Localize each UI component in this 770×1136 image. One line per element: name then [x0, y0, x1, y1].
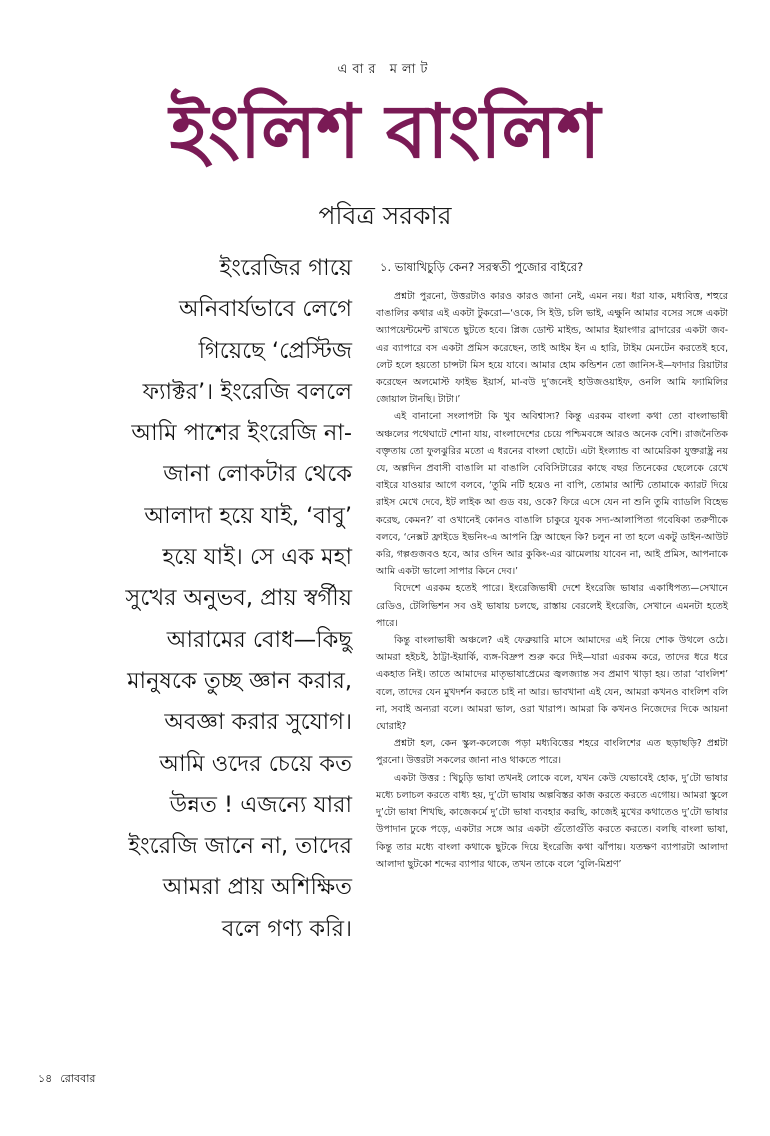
page-footer: [38, 1070, 95, 1089]
pull-quote-line: ইংরেজির গায়ে: [219, 255, 352, 281]
pull-quote: [32, 248, 352, 950]
pull-quote-line: জানা লোকটার থেকে: [163, 461, 352, 488]
body-paragraph: একটা উত্তর : খিচুড়ি ভাষা তখনই লোকে বলে, যখন কেউ যেভাবেই হোক, দু’টো ভাষার মধ্যে চলাচল করতে বাধ্য হয়, দু’টো ভাষায় অল্পবিস্তর কাজ করতে করতে এগোয়। আমরা স্কুলে দু’টো ভাষা শিখছি, কাজেকর্মে দু’টো ভাষা ব্যবহার করছি, কাজেই মুখের কথাতেও দু’টো ভাষার উপাদান ঢুকে পড়ে, একটার সঙ্গে আর একটা গুঁতোগুঁতি করতে করতে। বলছি বাংলা ভাষা, কিন্তু তার মধ্যে বাংলা কথাকে ছুটকে দিয়ে ইংরেজি কথা ঝাঁপায়। যতক্ষণ ব্যাপারটা আলাদা আলাদা ছুটকো শব্দের ব্যাপার থাকে, তখন তাকে বলে ‘বুলি-মিশ্রণ’: [376, 772, 728, 870]
pull-quote-line: বলে গণ্য করি।: [221, 915, 352, 942]
pull-quote-line: মানুষকে তুচ্ছ জ্ঞান করার,: [127, 667, 352, 694]
pull-quote-line: ইংরেজি জানে না, তাদের: [128, 833, 352, 860]
pull-quote-line: অবজ্ঞা করার সুযোগ।: [164, 709, 352, 736]
section-heading: ১. ভাষাখিচুড়ি কেন? সরস্বতী পুজোর বাইরে?: [380, 260, 584, 274]
article-column: [376, 258, 728, 873]
pull-quote-line: উন্নত ! এজন্যে যারা: [169, 791, 352, 818]
pull-quote-line: গিয়েছে ‘প্রেস্টিজ: [198, 337, 352, 364]
pull-quote-line: আমি পাশের ইংরেজি না-: [131, 420, 352, 447]
article-body: [376, 288, 728, 873]
pull-quote-line: আমরা প্রায় অশিক্ষিত: [162, 874, 352, 901]
body-paragraph: প্রশ্নটা হল, কেন স্কুল-কলেজে পড়া মধ্যবিত্তের শহরে বাংলিশের এত ছড়াছড়ি? প্রশ্নটা পুরনো। উত্তরটা সকলের জানা নাও থাকতে পারে।: [376, 738, 728, 767]
article-headline: ইংলিশ বাংলিশ: [169, 89, 601, 175]
page-number: ১৪: [38, 1072, 53, 1085]
body-paragraph: কিন্তু বাংলাভাষী অঞ্চলে? এই ফেব্রুয়ারি মাসে আমাদের এই নিয়ে শোক উথলে ওঠে। আমরা হইচই, ঠাট্টা-ইয়ার্কি, ব্যঙ্গ-বিদ্রুপ শুরু করে দিই—যারা এরকম করে, তাদের ধরে ধরে একহাত নিই। তাতে আমাদের মাতৃভাষাপ্রেমের জ্বলজ্যান্ত সব প্রমাণ খাড়া হয়। তারা ‘বাংলিশ’ বলে, তাদের যেন মুখদর্শন করতে চাই না আর। ভাবখানা এই যেন, আমরা কখনও বাংলিশ বলি না, সবাই অন্যরা বলে। আমরা ভাল, ওরা খারাপ। আমরা কি কখনও নিজেদের দিকে আয়না ঘোরাই?: [376, 635, 728, 733]
section-kicker: এবার মলাট: [337, 62, 433, 77]
pull-quote-line: ফ্যাক্টর’। ইংরেজি বললে: [142, 378, 352, 405]
magazine-name: রোববার: [60, 1072, 96, 1085]
pull-quote-line: আমি ওদের চেয়ে কত: [159, 750, 352, 777]
body-paragraph: প্রশ্নটা পুরনো, উত্তরটাও কারও কারও জানা নেই, এমন নয়। ধরা যাক, মধ্যবিত্ত, শহুরে বাঙালির কথার এই একটা টুকরো—‘ওকে, সি ইউ, চলি ভাই, এক্ষুনি আমার বসের সঙ্গে একটা অ্যাপয়েন্টমেন্ট রাখতে ছুটতে হবে। প্লিজ ডোন্ট মাইন্ড, আমার ইয়াংগার ব্রাদারের একটা জব-এর ব্যাপারে বস একটা প্রমিস করেছেন, তাই আইম ইন এ হারি, টাইম মেনটেন করতেই হবে, লেট হলে হয়তো চান্সটা মিস হয়ে যাবে। আমার হোম কন্ডিশন তো জানিস-ই—ফাদার রিয়াটার করেছেন অলমোস্ট ফাইভ ইয়ার্স, মা-বউ দু’জনেই হাউজওয়াইফ, ওনলি আমি ফ্যামিলির জোয়াল টানছি। টাটা।’: [376, 291, 728, 406]
body-paragraph: এই বানানো সংলাপটা কি খুব অবিশ্বাস্য? কিন্তু এরকম বাংলা কথা তো বাংলাভাষী অঞ্চলের পথেঘাটে শোনা যায়, বাংলাদেশের চেয়ে পশ্চিমবঙ্গে আরও অনেক বেশি। রাজনৈতিক বক্তৃতায় তো ফুলঝুরির মতো এ ধরনের বাংলা ছোটে। এটা ইংল্যান্ড বা আমেরিকা যুক্তরাষ্ট্র নয় যে, অল্পদিন প্রবাসী বাঙালি মা বাঙালি বেবিসিটারের কাছে বছর তিনেকের ছেলেকে রেখে বাইরে যাওয়ার আগে বলবে, ‘তুমি নটি হয়েও না বাপি, তোমার আন্টি তোমাকে ক্যারট দিয়ে রাইস মেখে দেবে, ইট লাইক আ গুড বয়, ওকে? ফিরে এসে যেন না শুনি তুমি ব্যাডলি বিহেভ করেছ, কেমন?’ বা ওখানেই কোনও বাঙালি চাকুরে যুবক সদ্য-আলাপিতা গবেষিকা তরুণীকে বলবে, ‘নেক্সট ফ্রাইডে ইভনিং-এ আপনি ফ্রি আছেন কি? চলুন না তা হলে একটু ডাইন-আউট করি, গল্পগুজবও হবে, আর ওদিন আর কুকিং-এর ঝামেলায় যাবেন না, আই প্রমিস, আপনাকে আমি একটা ভালো সাপার কিনে দেব।’: [376, 411, 729, 578]
author-byline: পবিত্র সরকার: [318, 201, 452, 230]
pull-quote-line: আলাদা হয়ে যাই, ‘বাবু’: [144, 502, 352, 529]
body-paragraph: বিদেশে এরকম হতেই পারে। ইংরেজিভাষী দেশে ইংরেজি ভাষার একাধিপত্য—সেখানে রেডিও, টেলিভিশন সব ওই ভাষায় চলছে, রাস্তায় বেরলেই ইংরেজি, সেখানে এমনটা হতেই পারে।: [376, 583, 728, 629]
pull-quote-line: অনিবার্যভাবে লেগে: [178, 296, 352, 323]
pull-quote-line: হয়ে যাই। সে এক মহা: [162, 544, 352, 571]
pull-quote-line: আরামের বোধ—কিছু: [166, 626, 352, 653]
pull-quote-line: সুখের অনুভব, প্রায় স্বর্গীয়: [125, 585, 352, 612]
